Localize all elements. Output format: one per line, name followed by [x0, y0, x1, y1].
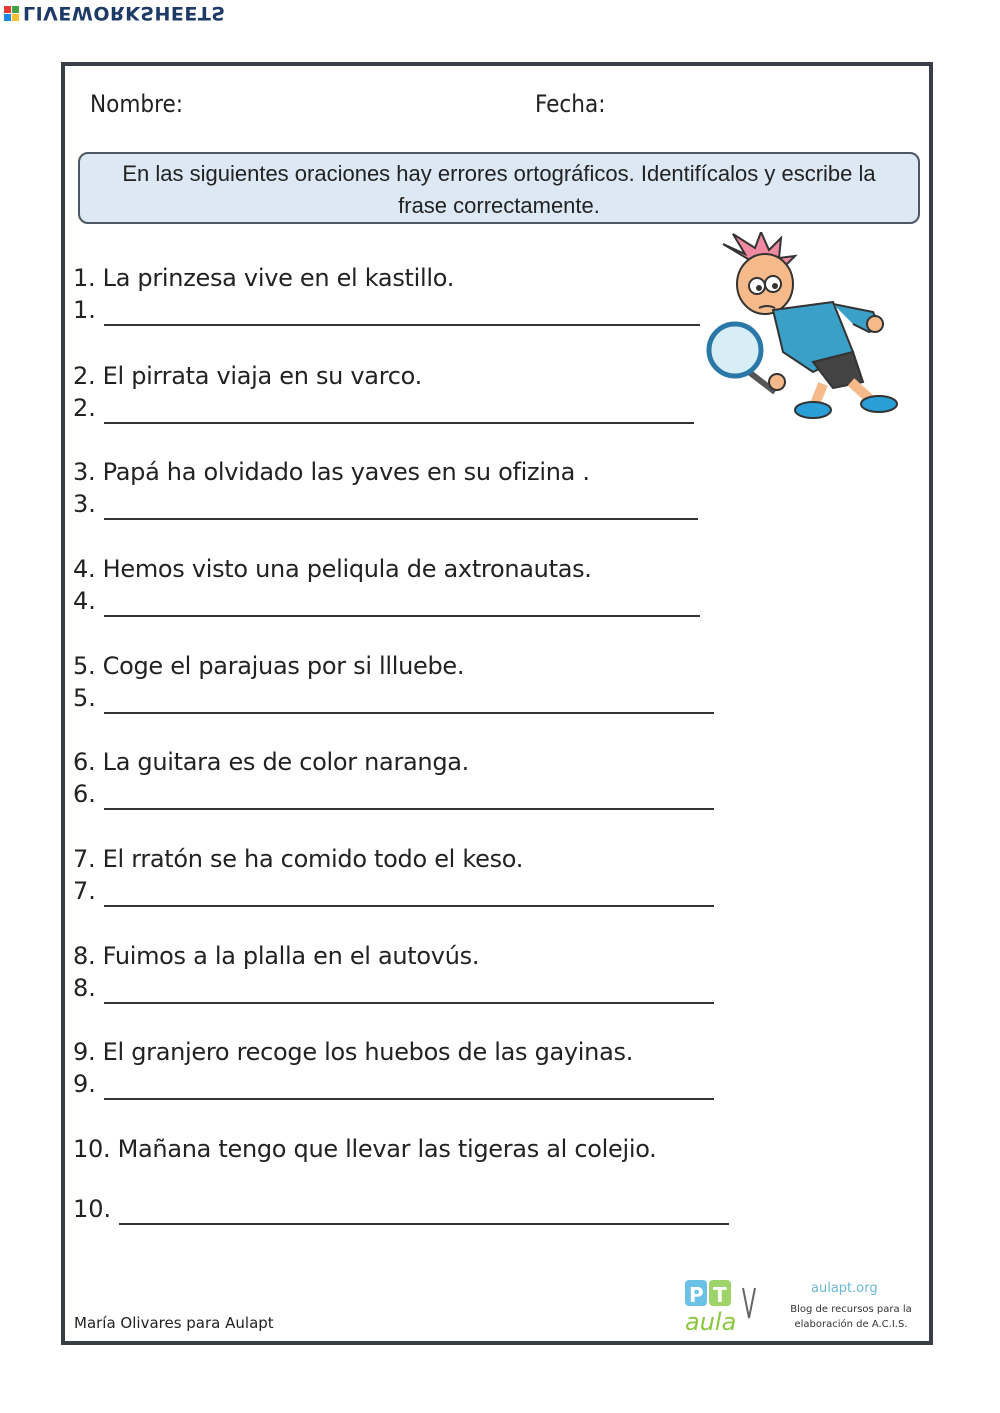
aulapt-logo — [683, 1278, 923, 1338]
exercise-item-1 — [73, 262, 700, 326]
svg-text:aula: aula — [685, 1308, 737, 1336]
exercise-item-6 — [73, 746, 714, 810]
answer-line[interactable] — [104, 396, 694, 424]
exercise-item-7 — [73, 843, 714, 907]
exercise-sentence: 5. Coge el parajuas por si llluebe. — [73, 652, 465, 680]
exercise-item-3 — [73, 456, 698, 520]
exercise-item-10 — [73, 1133, 729, 1225]
svg-text:T: T — [713, 1283, 727, 1307]
exercise-item-8 — [73, 940, 714, 1004]
brand-bar — [4, 2, 226, 24]
answer-line[interactable] — [104, 589, 700, 617]
exercise-item-4 — [73, 553, 700, 617]
answer-label: 6. — [73, 780, 96, 808]
instructions-box: En las siguientes oraciones hay errores ortográficos. Identifícalos y escribe la frase correctamente. — [78, 152, 920, 224]
answer-label: 2. — [73, 394, 96, 422]
detective-magnifier-icon — [703, 232, 903, 424]
exercise-sentence: 7. El rratón se ha comido todo el keso. — [73, 845, 524, 873]
exercise-sentence: 10. Mañana tengo que llevar las tigeras al colejio. — [73, 1135, 657, 1163]
answer-label: 10. — [73, 1195, 112, 1223]
exercise-sentence: 6. La guitara es de color naranga. — [73, 748, 469, 776]
answer-line[interactable] — [104, 1072, 714, 1100]
answer-line[interactable] — [104, 879, 714, 907]
answer-line[interactable] — [119, 1197, 729, 1225]
answer-line[interactable] — [104, 782, 714, 810]
exercise-sentence: 4. Hemos visto una peliqula de axtronautas. — [73, 555, 592, 583]
exercise-sentence: 8. Fuimos a la plalla en el autovús. — [73, 942, 480, 970]
svg-text:P: P — [689, 1283, 704, 1307]
answer-line[interactable] — [104, 686, 714, 714]
exercise-item-5 — [73, 650, 714, 714]
answer-line[interactable] — [104, 976, 714, 1004]
answer-line[interactable] — [104, 298, 700, 326]
answer-label: 8. — [73, 974, 96, 1002]
answer-label: 7. — [73, 877, 96, 905]
answer-label: 5. — [73, 684, 96, 712]
exercise-item-2 — [73, 360, 694, 424]
answer-label: 4. — [73, 587, 96, 615]
exercise-sentence: 2. El pirrata viaja en su varco. — [73, 362, 422, 390]
exercise-sentence: 1. La prinzesa vive en el kastillo. — [73, 264, 455, 292]
exercise-sentence: 9. El granjero recoge los huebos de las gayinas. — [73, 1038, 634, 1066]
aulapt-blog-text: Blog de recursos para la elaboración de A.C.I.S. — [790, 1304, 912, 1330]
exercise-item-9 — [73, 1036, 714, 1100]
exercise-sentence: 3. Papá ha olvidado las yaves en su ofizina . — [73, 458, 590, 486]
author-credit: María Olivares para Aulapt — [74, 1314, 274, 1332]
answer-label: 9. — [73, 1070, 96, 1098]
answer-label: 1. — [73, 296, 96, 324]
answer-line[interactable] — [104, 492, 698, 520]
name-label: Nombre: — [90, 90, 184, 118]
aulapt-site: aulapt.org — [811, 1281, 878, 1296]
brand-logo-icon — [4, 6, 19, 21]
answer-label: 3. — [73, 490, 96, 518]
date-label: Fecha: — [535, 90, 606, 118]
brand-name: LIVEWORKSHEETS — [23, 2, 226, 24]
aula-pt-logo-icon — [683, 1278, 779, 1338]
